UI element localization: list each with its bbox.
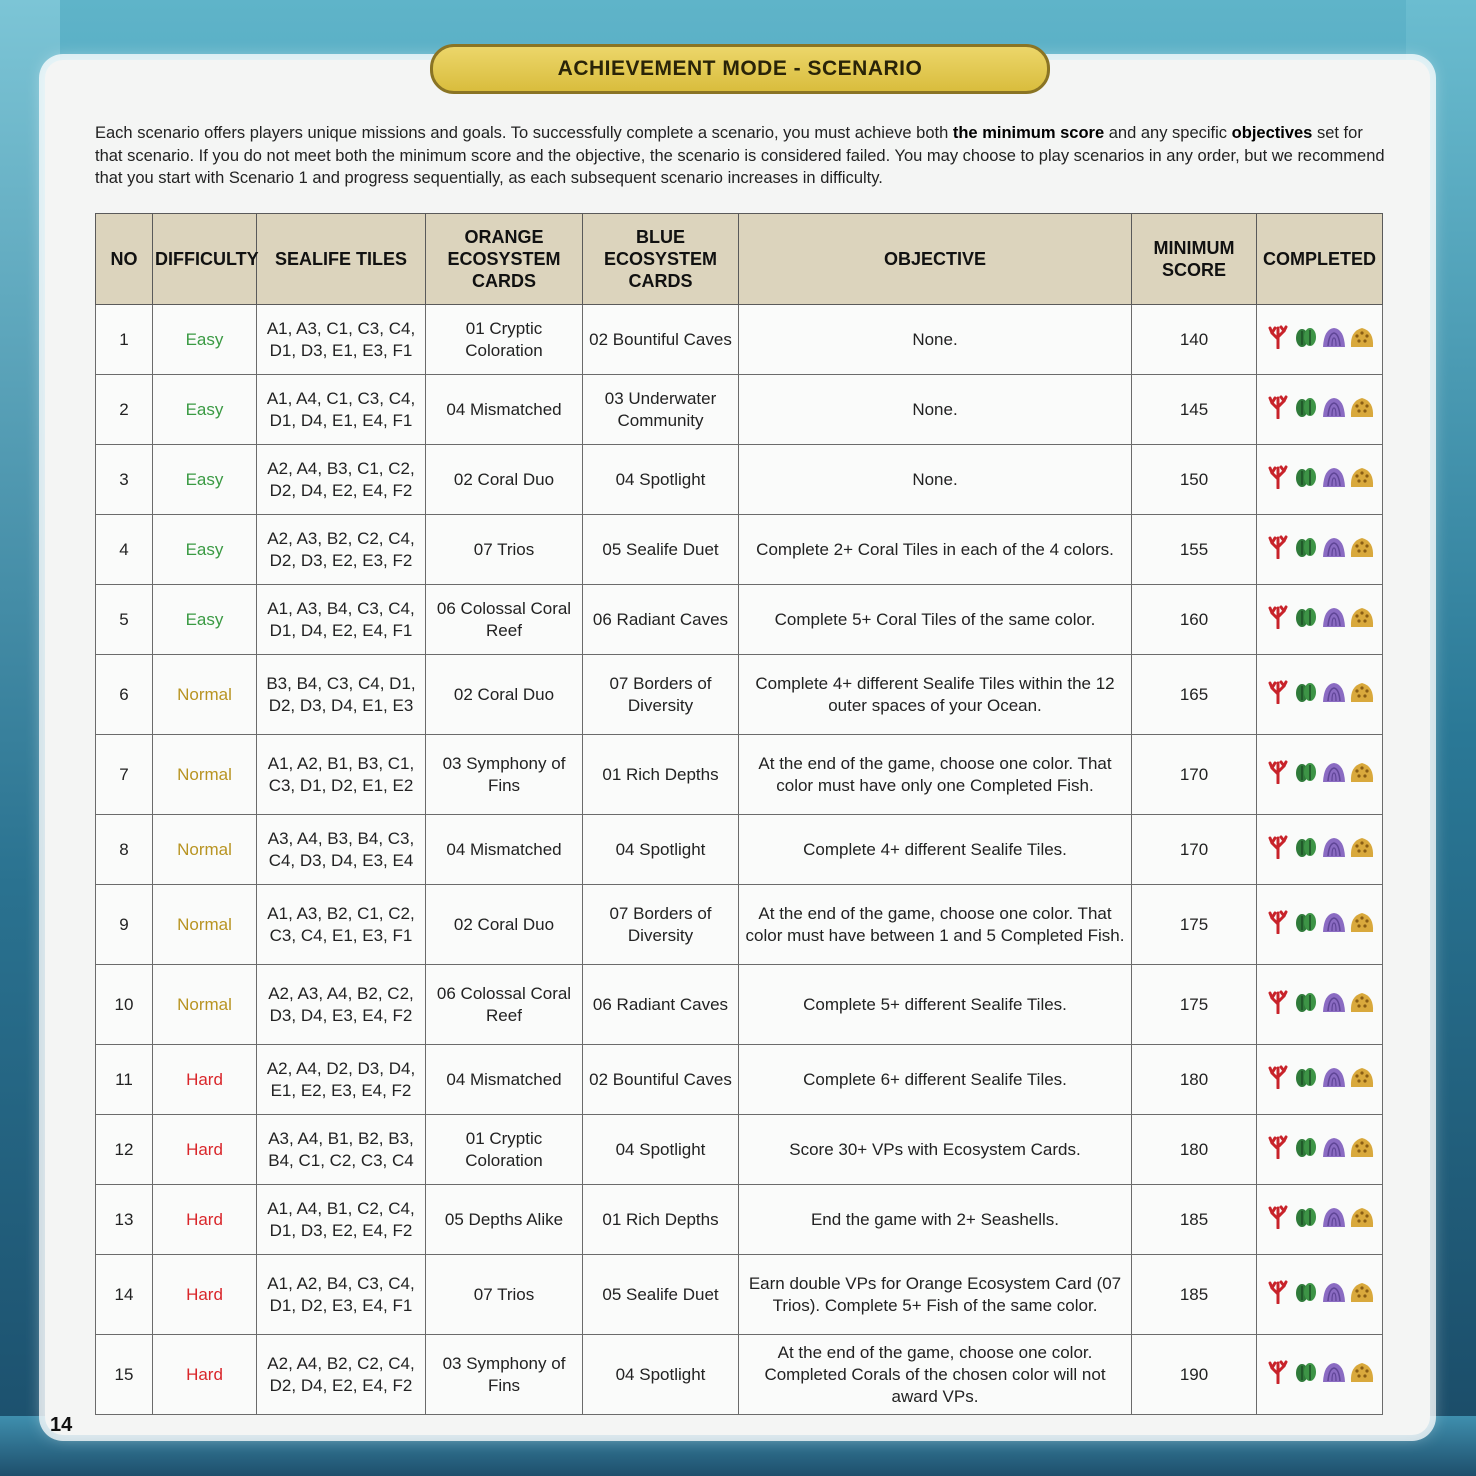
cell-no: 4 bbox=[96, 515, 153, 585]
table-header-row bbox=[96, 214, 1383, 305]
completed-icons bbox=[1261, 535, 1378, 565]
cell-minimum-score: 180 bbox=[1132, 1045, 1257, 1115]
cell-difficulty: Normal bbox=[153, 885, 257, 965]
cell-sealife-tiles: A3, A4, B3, B4, C3, C4, D3, D4, E3, E4 bbox=[257, 815, 426, 885]
green-coral-icon[interactable] bbox=[1293, 535, 1319, 565]
completed-icons bbox=[1261, 1205, 1378, 1235]
cell-orange-card: 03 Symphony of Fins bbox=[426, 1335, 583, 1415]
cell-completed bbox=[1257, 1045, 1383, 1115]
cell-difficulty: Hard bbox=[153, 1185, 257, 1255]
red-coral-icon[interactable] bbox=[1265, 395, 1291, 425]
yellow-coral-icon[interactable] bbox=[1349, 1135, 1375, 1165]
completed-icons bbox=[1261, 835, 1378, 865]
cell-minimum-score: 150 bbox=[1132, 445, 1257, 515]
cell-completed bbox=[1257, 515, 1383, 585]
purple-coral-icon[interactable] bbox=[1321, 605, 1347, 635]
cell-no: 3 bbox=[96, 445, 153, 515]
header-blue-cards: BLUE ECOSYSTEM CARDS bbox=[583, 214, 739, 305]
cell-completed bbox=[1257, 1115, 1383, 1185]
cell-minimum-score: 175 bbox=[1132, 965, 1257, 1045]
cell-objective: At the end of the game, choose one color. That color must have only one Completed Fish. bbox=[739, 735, 1132, 815]
table-row bbox=[96, 1185, 1383, 1255]
yellow-coral-icon[interactable] bbox=[1349, 760, 1375, 790]
cell-blue-card: 04 Spotlight bbox=[583, 1335, 739, 1415]
red-coral-icon[interactable] bbox=[1265, 835, 1291, 865]
completed-icons bbox=[1261, 1360, 1378, 1390]
header-orange-cards: ORANGE ECOSYSTEM CARDS bbox=[426, 214, 583, 305]
yellow-coral-icon[interactable] bbox=[1349, 990, 1375, 1020]
cell-sealife-tiles: A3, A4, B1, B2, B3, B4, C1, C2, C3, C4 bbox=[257, 1115, 426, 1185]
cell-sealife-tiles: A1, A4, B1, C2, C4, D1, D3, E2, E4, F2 bbox=[257, 1185, 426, 1255]
green-coral-icon[interactable] bbox=[1293, 835, 1319, 865]
cell-objective: Score 30+ VPs with Ecosystem Cards. bbox=[739, 1115, 1132, 1185]
cell-difficulty: Hard bbox=[153, 1045, 257, 1115]
header-minimum-score: MINIMUM SCORE bbox=[1132, 214, 1257, 305]
cell-completed bbox=[1257, 655, 1383, 735]
cell-objective: Complete 6+ different Sealife Tiles. bbox=[739, 1045, 1132, 1115]
cell-objective: None. bbox=[739, 305, 1132, 375]
cell-difficulty: Easy bbox=[153, 375, 257, 445]
completed-icons bbox=[1261, 605, 1378, 635]
cell-blue-card: 04 Spotlight bbox=[583, 815, 739, 885]
cell-blue-card: 07 Borders of Diversity bbox=[583, 655, 739, 735]
intro-bold-objectives: objectives bbox=[1231, 124, 1313, 142]
cell-no: 12 bbox=[96, 1115, 153, 1185]
header-sealife-tiles: SEALIFE TILES bbox=[257, 214, 426, 305]
red-coral-icon[interactable] bbox=[1265, 325, 1291, 355]
table-row bbox=[96, 515, 1383, 585]
cell-blue-card: 03 Underwater Community bbox=[583, 375, 739, 445]
cell-minimum-score: 165 bbox=[1132, 655, 1257, 735]
cell-completed bbox=[1257, 965, 1383, 1045]
red-coral-icon[interactable] bbox=[1265, 990, 1291, 1020]
purple-coral-icon[interactable] bbox=[1321, 1065, 1347, 1095]
purple-coral-icon[interactable] bbox=[1321, 760, 1347, 790]
purple-coral-icon[interactable] bbox=[1321, 680, 1347, 710]
green-coral-icon[interactable] bbox=[1293, 1360, 1319, 1390]
table-row bbox=[96, 655, 1383, 735]
red-coral-icon[interactable] bbox=[1265, 1065, 1291, 1095]
completed-icons bbox=[1261, 990, 1378, 1020]
cell-orange-card: 04 Mismatched bbox=[426, 1045, 583, 1115]
cell-difficulty: Hard bbox=[153, 1335, 257, 1415]
purple-coral-icon[interactable] bbox=[1321, 325, 1347, 355]
cell-sealife-tiles: A1, A3, B2, C1, C2, C3, C4, E1, E3, F1 bbox=[257, 885, 426, 965]
purple-coral-icon[interactable] bbox=[1321, 1360, 1347, 1390]
cell-completed bbox=[1257, 585, 1383, 655]
cell-difficulty: Easy bbox=[153, 305, 257, 375]
green-coral-icon[interactable] bbox=[1293, 1205, 1319, 1235]
green-coral-icon[interactable] bbox=[1293, 760, 1319, 790]
cell-orange-card: 05 Depths Alike bbox=[426, 1185, 583, 1255]
intro-text-3: set for that scenario. If you do not meet both the minimum score and the objective, the scenario is considered failed. You may choose to play scenarios in any order, but we recommend that you start with Scenario 1 and progress sequentially, as each subsequent scenario increases in difficulty. bbox=[95, 124, 1385, 187]
cell-no: 2 bbox=[96, 375, 153, 445]
cell-minimum-score: 175 bbox=[1132, 885, 1257, 965]
table-row bbox=[96, 305, 1383, 375]
red-coral-icon[interactable] bbox=[1265, 465, 1291, 495]
red-coral-icon[interactable] bbox=[1265, 910, 1291, 940]
green-coral-icon[interactable] bbox=[1293, 395, 1319, 425]
completed-icons bbox=[1261, 680, 1378, 710]
red-coral-icon[interactable] bbox=[1265, 1135, 1291, 1165]
red-coral-icon[interactable] bbox=[1265, 605, 1291, 635]
cell-completed bbox=[1257, 885, 1383, 965]
green-coral-icon[interactable] bbox=[1293, 1135, 1319, 1165]
yellow-coral-icon[interactable] bbox=[1349, 680, 1375, 710]
cell-sealife-tiles: A2, A4, B2, C2, C4, D2, D4, E2, E4, F2 bbox=[257, 1335, 426, 1415]
green-coral-icon[interactable] bbox=[1293, 910, 1319, 940]
completed-icons bbox=[1261, 1280, 1378, 1310]
green-coral-icon[interactable] bbox=[1293, 1280, 1319, 1310]
cell-blue-card: 05 Sealife Duet bbox=[583, 515, 739, 585]
table-row bbox=[96, 375, 1383, 445]
cell-blue-card: 02 Bountiful Caves bbox=[583, 305, 739, 375]
table-row bbox=[96, 815, 1383, 885]
cell-orange-card: 01 Cryptic Coloration bbox=[426, 305, 583, 375]
table-row bbox=[96, 1335, 1383, 1415]
cell-orange-card: 01 Cryptic Coloration bbox=[426, 1115, 583, 1185]
cell-minimum-score: 170 bbox=[1132, 735, 1257, 815]
table-row bbox=[96, 585, 1383, 655]
cell-difficulty: Hard bbox=[153, 1115, 257, 1185]
cell-blue-card: 07 Borders of Diversity bbox=[583, 885, 739, 965]
cell-difficulty: Normal bbox=[153, 735, 257, 815]
cell-difficulty: Easy bbox=[153, 515, 257, 585]
completed-icons bbox=[1261, 910, 1378, 940]
red-coral-icon[interactable] bbox=[1265, 1280, 1291, 1310]
cell-minimum-score: 160 bbox=[1132, 585, 1257, 655]
purple-coral-icon[interactable] bbox=[1321, 990, 1347, 1020]
yellow-coral-icon[interactable] bbox=[1349, 465, 1375, 495]
cell-minimum-score: 140 bbox=[1132, 305, 1257, 375]
cell-difficulty: Normal bbox=[153, 815, 257, 885]
cell-completed bbox=[1257, 375, 1383, 445]
cell-orange-card: 07 Trios bbox=[426, 1255, 583, 1335]
purple-coral-icon[interactable] bbox=[1321, 465, 1347, 495]
completed-icons bbox=[1261, 325, 1378, 355]
completed-icons bbox=[1261, 465, 1378, 495]
cell-no: 9 bbox=[96, 885, 153, 965]
intro-text-1: Each scenario offers players unique missions and goals. To successfully complete a scenario, you must achieve both bbox=[95, 124, 953, 142]
cell-no: 5 bbox=[96, 585, 153, 655]
yellow-coral-icon[interactable] bbox=[1349, 325, 1375, 355]
cell-no: 14 bbox=[96, 1255, 153, 1335]
red-coral-icon[interactable] bbox=[1265, 760, 1291, 790]
cell-objective: Earn double VPs for Orange Ecosystem Card (07 Trios). Complete 5+ Fish of the same color. bbox=[739, 1255, 1132, 1335]
table-row bbox=[96, 735, 1383, 815]
cell-blue-card: 02 Bountiful Caves bbox=[583, 1045, 739, 1115]
header-no: NO bbox=[96, 214, 153, 305]
green-coral-icon[interactable] bbox=[1293, 990, 1319, 1020]
cell-no: 13 bbox=[96, 1185, 153, 1255]
table-row bbox=[96, 1045, 1383, 1115]
cell-sealife-tiles: A1, A3, B4, C3, C4, D1, D4, E2, E4, F1 bbox=[257, 585, 426, 655]
scenario-table bbox=[95, 213, 1383, 1415]
completed-icons bbox=[1261, 395, 1378, 425]
cell-orange-card: 04 Mismatched bbox=[426, 815, 583, 885]
purple-coral-icon[interactable] bbox=[1321, 1135, 1347, 1165]
yellow-coral-icon[interactable] bbox=[1349, 1065, 1375, 1095]
cell-no: 1 bbox=[96, 305, 153, 375]
cell-completed bbox=[1257, 1255, 1383, 1335]
cell-orange-card: 03 Symphony of Fins bbox=[426, 735, 583, 815]
yellow-coral-icon[interactable] bbox=[1349, 605, 1375, 635]
cell-objective: None. bbox=[739, 375, 1132, 445]
cell-blue-card: 06 Radiant Caves bbox=[583, 965, 739, 1045]
intro-bold-minimum-score: the minimum score bbox=[952, 124, 1105, 142]
cell-sealife-tiles: B3, B4, C3, C4, D1, D2, D3, D4, E1, E3 bbox=[257, 655, 426, 735]
cell-minimum-score: 180 bbox=[1132, 1115, 1257, 1185]
completed-icons bbox=[1261, 1065, 1378, 1095]
cell-sealife-tiles: A1, A2, B1, B3, C1, C3, D1, D2, E1, E2 bbox=[257, 735, 426, 815]
cell-orange-card: 02 Coral Duo bbox=[426, 655, 583, 735]
cell-objective: Complete 5+ different Sealife Tiles. bbox=[739, 965, 1132, 1045]
purple-coral-icon[interactable] bbox=[1321, 535, 1347, 565]
header-difficulty: DIFFICULTY bbox=[153, 214, 257, 305]
page-title: ACHIEVEMENT MODE - SCENARIO bbox=[557, 57, 923, 80]
purple-coral-icon[interactable] bbox=[1321, 1205, 1347, 1235]
cell-completed bbox=[1257, 815, 1383, 885]
cell-minimum-score: 145 bbox=[1132, 375, 1257, 445]
cell-completed bbox=[1257, 1335, 1383, 1415]
completed-icons bbox=[1261, 1135, 1378, 1165]
table-row bbox=[96, 445, 1383, 515]
cell-objective: At the end of the game, choose one color. Completed Corals of the chosen color will not award VPs. bbox=[739, 1335, 1132, 1415]
yellow-coral-icon[interactable] bbox=[1349, 1360, 1375, 1390]
cell-difficulty: Normal bbox=[153, 965, 257, 1045]
cell-no: 15 bbox=[96, 1335, 153, 1415]
cell-sealife-tiles: A1, A2, B4, C3, C4, D1, D2, E3, E4, F1 bbox=[257, 1255, 426, 1335]
cell-blue-card: 04 Spotlight bbox=[583, 445, 739, 515]
cell-difficulty: Hard bbox=[153, 1255, 257, 1335]
green-coral-icon[interactable] bbox=[1293, 605, 1319, 635]
cell-difficulty: Normal bbox=[153, 655, 257, 735]
cell-orange-card: 02 Coral Duo bbox=[426, 885, 583, 965]
cell-sealife-tiles: A2, A4, B3, C1, C2, D2, D4, E2, E4, F2 bbox=[257, 445, 426, 515]
table-row bbox=[96, 965, 1383, 1045]
cell-sealife-tiles: A2, A3, B2, C2, C4, D2, D3, E2, E3, F2 bbox=[257, 515, 426, 585]
cell-sealife-tiles: A2, A3, A4, B2, C2, D3, D4, E3, E4, F2 bbox=[257, 965, 426, 1045]
cell-completed bbox=[1257, 735, 1383, 815]
cell-completed bbox=[1257, 445, 1383, 515]
page-number: 14 bbox=[50, 1414, 73, 1436]
cell-objective: None. bbox=[739, 445, 1132, 515]
cell-minimum-score: 190 bbox=[1132, 1335, 1257, 1415]
cell-minimum-score: 170 bbox=[1132, 815, 1257, 885]
header-objective: OBJECTIVE bbox=[739, 214, 1132, 305]
red-coral-icon[interactable] bbox=[1265, 1360, 1291, 1390]
cell-objective: At the end of the game, choose one color. That color must have between 1 and 5 Completed Fish. bbox=[739, 885, 1132, 965]
cell-blue-card: 06 Radiant Caves bbox=[583, 585, 739, 655]
table-row bbox=[96, 1115, 1383, 1185]
yellow-coral-icon[interactable] bbox=[1349, 395, 1375, 425]
cell-minimum-score: 185 bbox=[1132, 1255, 1257, 1335]
cell-orange-card: 07 Trios bbox=[426, 515, 583, 585]
cell-orange-card: 02 Coral Duo bbox=[426, 445, 583, 515]
red-coral-icon[interactable] bbox=[1265, 535, 1291, 565]
green-coral-icon[interactable] bbox=[1293, 1065, 1319, 1095]
cell-blue-card: 01 Rich Depths bbox=[583, 1185, 739, 1255]
cell-no: 8 bbox=[96, 815, 153, 885]
cell-minimum-score: 155 bbox=[1132, 515, 1257, 585]
intro-text-2: and any specific bbox=[1104, 124, 1232, 142]
cell-sealife-tiles: A1, A4, C1, C3, C4, D1, D4, E1, E4, F1 bbox=[257, 375, 426, 445]
green-coral-icon[interactable] bbox=[1293, 325, 1319, 355]
cell-no: 11 bbox=[96, 1045, 153, 1115]
cell-blue-card: 04 Spotlight bbox=[583, 1115, 739, 1185]
yellow-coral-icon[interactable] bbox=[1349, 1205, 1375, 1235]
table-row bbox=[96, 885, 1383, 965]
cell-objective: End the game with 2+ Seashells. bbox=[739, 1185, 1132, 1255]
cell-orange-card: 06 Colossal Coral Reef bbox=[426, 585, 583, 655]
purple-coral-icon[interactable] bbox=[1321, 1280, 1347, 1310]
cell-completed bbox=[1257, 305, 1383, 375]
cell-sealife-tiles: A1, A3, C1, C3, C4, D1, D3, E1, E3, F1 bbox=[257, 305, 426, 375]
cell-blue-card: 01 Rich Depths bbox=[583, 735, 739, 815]
cell-objective: Complete 5+ Coral Tiles of the same color. bbox=[739, 585, 1132, 655]
yellow-coral-icon[interactable] bbox=[1349, 910, 1375, 940]
red-coral-icon[interactable] bbox=[1265, 680, 1291, 710]
table-row bbox=[96, 1255, 1383, 1335]
cell-minimum-score: 185 bbox=[1132, 1185, 1257, 1255]
cell-orange-card: 04 Mismatched bbox=[426, 375, 583, 445]
cell-orange-card: 06 Colossal Coral Reef bbox=[426, 965, 583, 1045]
cell-blue-card: 05 Sealife Duet bbox=[583, 1255, 739, 1335]
red-coral-icon[interactable] bbox=[1265, 1205, 1291, 1235]
purple-coral-icon[interactable] bbox=[1321, 910, 1347, 940]
cell-no: 10 bbox=[96, 965, 153, 1045]
cell-objective: Complete 4+ different Sealife Tiles within the 12 outer spaces of your Ocean. bbox=[739, 655, 1132, 735]
cell-objective: Complete 2+ Coral Tiles in each of the 4 colors. bbox=[739, 515, 1132, 585]
purple-coral-icon[interactable] bbox=[1321, 835, 1347, 865]
cell-difficulty: Easy bbox=[153, 585, 257, 655]
cell-difficulty: Easy bbox=[153, 445, 257, 515]
intro-paragraph bbox=[95, 122, 1385, 190]
green-coral-icon[interactable] bbox=[1293, 680, 1319, 710]
title-banner bbox=[430, 44, 1050, 94]
cell-sealife-tiles: A2, A4, D2, D3, D4, E1, E2, E3, E4, F2 bbox=[257, 1045, 426, 1115]
completed-icons bbox=[1261, 760, 1378, 790]
cell-completed bbox=[1257, 1185, 1383, 1255]
cell-no: 6 bbox=[96, 655, 153, 735]
yellow-coral-icon[interactable] bbox=[1349, 835, 1375, 865]
cell-no: 7 bbox=[96, 735, 153, 815]
cell-objective: Complete 4+ different Sealife Tiles. bbox=[739, 815, 1132, 885]
green-coral-icon[interactable] bbox=[1293, 465, 1319, 495]
header-completed: COMPLETED bbox=[1257, 214, 1383, 305]
yellow-coral-icon[interactable] bbox=[1349, 1280, 1375, 1310]
purple-coral-icon[interactable] bbox=[1321, 395, 1347, 425]
yellow-coral-icon[interactable] bbox=[1349, 535, 1375, 565]
